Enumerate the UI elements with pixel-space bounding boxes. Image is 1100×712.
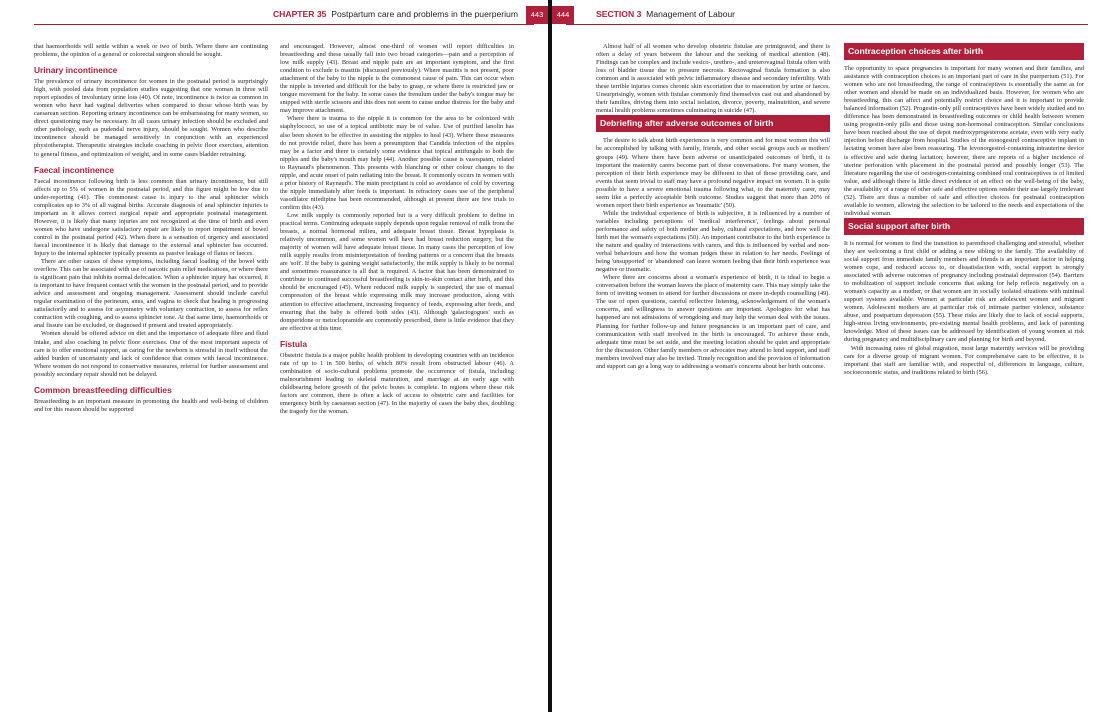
left-page [0,0,548,712]
header-rule [34,24,534,25]
chapter-title: Postpartum care and problems in the puerperium [331,9,518,19]
section-heading-bar: Contraception choices after birth [844,43,1084,60]
page-number: 443 [526,6,548,24]
section-title: Management of Labour [646,9,736,19]
right-page [552,0,1100,712]
header-rule [566,24,1088,25]
body-paragraph: While the individual experience of birth is subjective, it is influenced by a number of variables including perceptions of 'medical interference', feelings about personal performance and safety of both mother and baby, cultural expectations, and how well the birth met the woman's expectations (50). An important contributor to the birth experience is the nature and quality of interactions with carers, and this is influenced by verbal and non-verbal behaviours and how the woman judges these in relation to her needs. Feelings of being 'unsupported' or 'abandoned' can leave women feeling that their birth experience was negative or traumatic. [596,209,830,274]
section-heading: Fistula [280,338,307,349]
section-label: SECTION 3 [596,9,642,19]
running-header [596,9,735,19]
body-paragraph: With increasing rates of global migration, most large maternity services will be providing care for a diverse group of migrant women. For comprehensive care to be effective, it is important that staff are familiar with, and respectful of, differences in language, culture, socioeconomic status, and traditions related to birth (56). [844,344,1084,376]
chapter-label: CHAPTER 35 [272,9,327,19]
body-paragraph: that haemorrhoids will settle within a week or two of birth. Where there are continuing problems, the opinion of a general or colorectal surgeon should be sought. [34,43,268,59]
text-column [844,43,1084,377]
body-paragraph: Where there are concerns about a woman's experience of birth, it is ideal to begin a conversation before the woman leaves the place of maternity care. This may simply take the form of inviting women to attend for further discussions or more in-depth counselling (49). The use of open questions, careful reflective listening, acknowledgement of the woman's concerns, and willingness to answer questions are important. Apologies for what has happened are not admissions of wrongdoing and may help the woman deal with the issues. Planning for further follow-up and future pregnancies is an important part of care, and communication with staff involved in the birth is encouraged. To achieve these ends, adequate time must be set aside, and the meeting location should be quiet and appropriate for the discussion. Other family members or advocates may attend to lend support, and staff members involved may also be invited. Timely recognition and the provision of information and support can go a long way to addressing a woman's concerns about her birth outcome. [596,274,830,370]
section-heading: Urinary incontinence [34,65,118,76]
text-column [280,43,514,416]
body-paragraph: The prevalence of urinary incontinence for women in the postnatal period is surprisingly high, with pooled data from population studies suggesting that one woman in three will report episodes of involuntary urine loss (40). Of note, incontinence is twice as common in women who have had vaginal deliveries when compared to those whose birth was by caesarean section. Reporting urinary incontinence can be embarrassing for many women, so direct questioning may be necessary. In all cases urinary infection should be excluded and other pathology, such as pudendal nerve injury, should be sought. Women who describe incontinence should be managed sensitively in conjunction with an experienced physiotherapist. Therapeutic strategies include coaching in pelvic floor exercises, attention to general fitness, and optimization of weight, and in some cases bladder retraining. [34,78,268,158]
section-heading: Common breastfeeding difficulties [34,384,172,395]
body-paragraph: The desire to talk about birth experiences is very common and for most women this will be accomplished by talking with family, friends, and other social groups such as mothers' groups (49). Where there have been adverse or unanticipated outcomes of birth, it is important the maternity carers become part of these conversations. For many women, the perception of their birth experience may be different to that of those providing care, and events that seem trivial to staff may have a profound negative impact on women. It is quite possible to have a severe emotional trauma following what, to the maternity carer, may seem like a perfectly acceptable birth outcome. Studies suggest that more than 20% of women report their birth experience as 'traumatic' (50). [596,137,830,209]
body-paragraph: The opportunity to space pregnancies is important for many women and their families, and assistance with contraception choices is an important part of care in the puerperium (51). For women who are not breastfeeding, the range of contraceptives is essentially the same as for other women and should be made on an individualized basis. However, for women who are breastfeeding, this can affect and potentially restrict choice and it is important to provide balanced information (52). Progestin-only pill contraceptives have been widely studied and no difference has been demonstrated in breastfeeding outcomes or child health between women using progestin-only pills and those using non-hormonal contraception. Similar conclusions have been reached about the use of depot medroxyprogesterone acetate, even with very early injection before discharge from hospital. Studies of the etonogestrel contraceptive implant in lactating women have also been reassuring. The levonorgestrel-containing intrauterine device is effective and safe during lactation; however, there are reports of a higher incidence of uterine perforation with placement in the postnatal period and possibly longer (53). The literature regarding the use of oestrogen-containing combined oral contraceptives is of limited value, and although there is little direct evidence of an effect on the well-being of the baby, the availability of a range of other safe and effective options render their use largely irrelevant (52). There are thus a number of safe and effective choices for postnatal contraception available to women, allowing the selection to be tailored to the needs and expectations of the individual woman. [844,65,1084,217]
section-heading-bar: Social support after birth [844,218,1084,235]
body-paragraph: Almost half of all women who develop obstetric fistulae are primigravid, and there is often a delay of years between the labour and the seeking of medical attention (48). Findings can be complex and include vesico-, urethro-, and ureterovaginal fistula often with loss of bladder tissue due to pressure necrosis. Rectovaginal fistula formation is also common and is associated with pelvic inflammatory disease and secondary infertility. With these terrible injuries comes chronic skin excoriation due to maceration by urine or faeces. Unsurprisingly, women with fistulae commonly find themselves cast out and abandoned by their families, driving them into social isolation, divorce, poverty, malnutrition, and severe mental health problems sometimes culminating in suicide (47). [596,43,830,115]
body-paragraph: Where there is trauma to the nipple it is common for the area to be colonized with staphylococci, so use of a topical antibiotic may be of value. Use of purified lanolin has also been shown to be effective in assisting the nipples to heal (43). Where these measures do not provide relief, there has been a presumption that Candida infection of the nipples may be a factor and there is certainly some evidence that topical antifungals to both the nipples and the baby's mouth may help (44). Another possible cause is vasospasm, related to Raynaud's phenomenon. This presents with blanching or other colour changes to the nipple, and acute onset of pain radiating into the breast. It commonly occurs in women with a prior history of Raynaud's. The main precipitant is cold so avoidance of cold by covering the nipple immediately after feeds is important. In refractory cases use of the peripheral vasodilator nifedipine has been recommended, although at present there are few trials to confirm this (43). [280,115,514,211]
body-paragraph: Low milk supply is commonly reported but is a very difficult problem to define in practical terms. Continuing adequate supply depends upon regular removal of milk from the breasts, a normal hormonal milieu, and adequate breast tissue. Breast hypoplasia is relatively uncommon, and some women will have had breast reduction surgery, but the majority of women will have adequate breast tissue. In many cases the perception of low milk supply results from misinterpretation of feeding patterns or a concern that the breasts are 'soft'. If the baby is gaining weight satisfactorily, the milk supply is likely to be normal and sometimes reassurance is all that is required. A factor that has been demonstrated to contribute to continued successful breastfeeding is skin-to-skin contact after birth, and this should be encouraged (45). Where reduced milk supply is suspected, the use of manual compression of the breast while expressing milk may increase production, along with attention to effective attachment, increasing frequency of feeds, expressing after feeds, and ensuring that the baby is offered both sides (43). Although 'galactogogues' such as domperidone or metoclopramide are commonly prescribed, there is little evidence that they are effective at this time. [280,211,514,332]
text-column [34,43,268,414]
body-paragraph: Faecal incontinence following birth is less common than urinary incontinence, but still affects up to 5% of women in the postnatal period, and this figure might be low due to under-reporting (41). The commonest cause is injury to the anal sphincter which complicates up to 3% of all vaginal births. Accurate diagnosis of anal sphincter injuries is important as it allows correct surgical repair and appropriate postnatal management. However, it is likely that many injuries are not recognized at the time of birth and even women who have undergone satisfactory repair are likely to report impairment of bowel control in the postnatal period (42). When there is a sensation of urgency and associated faecal incontinence it is likely that damage to the external anal sphincter has occurred. Injury to the internal sphincter typically presents as passive leakage of flatus or faeces. [34,177,268,257]
body-paragraph: Women should be offered advice on diet and the importance of adequate fibre and fluid intake, and also coaching in pelvic floor exercises. One of the most important aspects of care is to offer emotional support, as caring for the newborn is stressful in itself without the added burden of uncertainty and lack of confidence that comes with faecal incontinence. Where women do not respond to conservative measures, referral for further assessment and possibly secondary repair should not be delayed. [34,330,268,378]
body-paragraph: and encouraged. However, almost one-third of women will report difficulties in breastfeeding and these usually fall into two broad categories—pain and a perception of low milk supply (43). Breast and nipple pain are an important symptom, and the first condition to exclude is mastitis (discussed previously). Where mastitis is not present, poor attachment of the baby to the nipple is the commonest cause of pain. This can occur when the nipple is inverted and difficult for the baby to grasp, or where there is restricted jaw or tongue movement for the baby. In some cases the frenulum under the baby's tongue may be snipped with sterile scissors and this does not seem to cause undue distress for the baby and may improve attachment. [280,43,514,115]
body-paragraph: Obstetric fistula is a major public health problem in developing countries with an incidence rate of up to 1 in 500 births, of which 80% result from obstructed labour (46). A combination of socio-cultural problems promote the occurrence of fistula, including malnourishment leading to skeletal maturation, and marriage at an early age with childbearing before growth of the pelvic bones is complete. In regions where these risk factors are common, there is often a lack of access to obstetric care and facilities for emergency birth by caesarean section (47). In the majority of cases the baby dies, doubling the tragedy for the woman. [280,351,514,416]
body-paragraph: Breastfeeding is an important measure in promoting the health and well-being of children and for this reason should be supported [34,397,268,413]
section-heading: Faecal incontinence [34,164,115,175]
running-header [273,9,518,19]
body-paragraph: It is normal for women to find the transition to parenthood challenging and stressful, whether they are welcoming a first child or adding a new sibling to the family. The availability of social support from immediate family members and friends is an important factor in helping women cope, and reduced access to, or dissatisfaction with, social support is strongly associated with adverse outcomes of pregnancy including postnatal depression (54). Barriers to mobilization of support include concerns that asking for help reflects negatively on a woman's capacity as a mother, or that women are in socially isolated situations with minimal support systems available. Women at particular risk are adolescent women and migrant women. Adolescent mothers are at particular risk of intimate partner violence, substance abuse, and postpartum depression (55). These risks are likely due to lack of social supports, high-stress living environments, pre-existing mental health problems, and lack of parenting knowledge. Most of these issues can be addressed by identification of young women at risk during pregnancy and multidisciplinary care and planning for birth and beyond. [844,239,1084,344]
page-number: 444 [552,6,574,24]
section-heading-bar: Debriefing after adverse outcomes of birth [596,115,830,132]
text-column [596,43,830,371]
body-paragraph: There are other causes of these symptoms, including faecal loading of the bowel with overflow. This can be associated with use of narcotic pain relief medications, or where there is significant pain that inhibits normal defecation. When a sphincter injury has occurred, it is important to have frequent contact with the women in the postnatal period, and to provide advice and assessment and ongoing management. Assessment should include careful regular examination of the perineum, anus, and vagina to check that healing is progressing satisfactorily and to assess for asymmetry with voluntary contraction, to assess for reflex contraction with coughing, and to assess sphincter tone. At that same time, haemorrhoids or anal fissure can be excluded, or diagnosed if present and treated appropriately. [34,258,268,330]
